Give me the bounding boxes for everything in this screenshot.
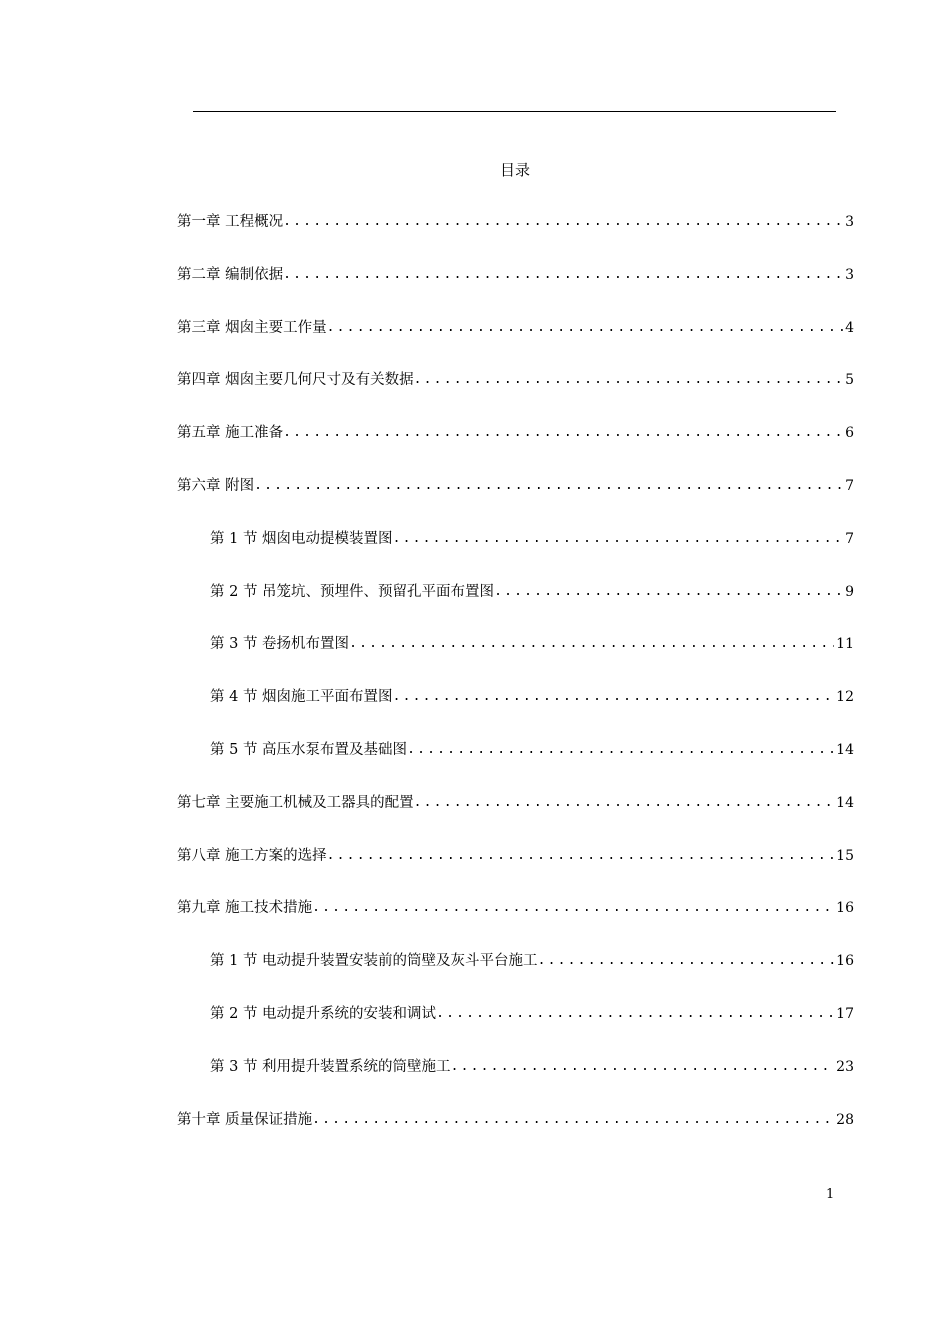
toc-entry-chapter-9-section-2[interactable] — [177, 1004, 854, 1057]
toc-entry-chapter-6-section-1[interactable] — [177, 529, 854, 582]
toc-leader-dots — [414, 793, 835, 813]
toc-entry-page: 12 — [836, 689, 854, 706]
toc-entry-chapter-8[interactable] — [177, 846, 854, 899]
toc-entry-page: 5 — [845, 372, 854, 389]
toc-entry-label: 第 1 节 烟囱电动提模装置图 — [210, 530, 393, 547]
toc-entry-label: 第 3 节 卷扬机布置图 — [210, 636, 350, 653]
toc-leader-dots — [393, 687, 835, 707]
toc-entry-chapter-1[interactable] — [177, 212, 854, 265]
toc-entry-label: 第 4 节 烟囱施工平面布置图 — [210, 689, 393, 706]
toc-entry-chapter-6-section-2[interactable] — [177, 582, 854, 635]
toc-entry-label: 第四章 烟囱主要几何尺寸及有关数据 — [177, 372, 414, 389]
toc-entry-chapter-5[interactable] — [177, 423, 854, 476]
toc-entry-label: 第七章 主要施工机械及工器具的配置 — [177, 794, 414, 811]
toc-entry-label: 第六章 附图 — [177, 477, 255, 494]
toc-leader-dots — [538, 951, 835, 971]
toc-leader-dots — [327, 846, 835, 866]
toc-entry-chapter-2[interactable] — [177, 265, 854, 318]
toc-entry-chapter-9[interactable] — [177, 898, 854, 951]
toc-leader-dots — [407, 740, 834, 760]
toc-entry-chapter-9-section-1[interactable] — [177, 951, 854, 1004]
table-of-contents — [177, 212, 854, 1162]
toc-entry-page: 15 — [836, 847, 854, 864]
toc-title: 目录 — [499, 161, 530, 179]
header-rule — [193, 111, 836, 112]
toc-entry-chapter-6-section-4[interactable] — [177, 687, 854, 740]
toc-leader-dots — [327, 318, 843, 338]
toc-leader-dots — [349, 634, 834, 654]
toc-leader-dots — [451, 1057, 835, 1077]
toc-entry-chapter-10[interactable] — [177, 1110, 854, 1163]
toc-entry-chapter-4[interactable] — [177, 370, 854, 423]
toc-entry-label: 第十章 质量保证措施 — [177, 1111, 313, 1128]
toc-entry-page: 6 — [845, 425, 854, 442]
toc-leader-dots — [283, 265, 843, 285]
toc-entry-label: 第 3 节 利用提升装置系统的筒壁施工 — [210, 1058, 451, 1075]
toc-entry-page: 3 — [845, 214, 854, 230]
toc-entry-chapter-3[interactable] — [177, 318, 854, 371]
toc-entry-label: 第 1 节 电动提升装置安装前的筒壁及灰斗平台施工 — [210, 953, 538, 970]
toc-leader-dots — [393, 529, 844, 549]
toc-leader-dots — [283, 423, 843, 443]
toc-entry-page: 11 — [836, 636, 854, 653]
toc-entry-page: 14 — [836, 794, 854, 811]
toc-entry-chapter-9-section-3[interactable] — [177, 1057, 854, 1110]
toc-entry-label: 第九章 施工技术措施 — [177, 900, 313, 917]
toc-entry-page: 16 — [836, 953, 854, 970]
toc-entry-label: 第八章 施工方案的选择 — [177, 847, 327, 864]
toc-entry-page: 7 — [845, 477, 854, 494]
toc-entry-label: 第五章 施工准备 — [177, 425, 284, 442]
toc-entry-label: 第三章 烟囱主要工作量 — [177, 319, 327, 336]
toc-entry-label: 第 2 节 电动提升系统的安装和调试 — [210, 1005, 437, 1022]
toc-entry-page: 17 — [836, 1005, 854, 1022]
toc-leader-dots — [254, 476, 843, 496]
toc-leader-dots — [283, 212, 843, 232]
toc-entry-page: 4 — [845, 319, 854, 336]
toc-entry-chapter-6[interactable] — [177, 476, 854, 529]
toc-entry-page: 14 — [836, 741, 854, 758]
page-number: 1 — [826, 1187, 835, 1202]
toc-leader-dots — [436, 1004, 834, 1024]
toc-entry-page: 3 — [845, 266, 854, 283]
toc-entry-chapter-7[interactable] — [177, 793, 854, 846]
toc-entry-label: 第 2 节 吊笼坑、预埋件、预留孔平面布置图 — [210, 583, 495, 600]
toc-entry-chapter-6-section-3[interactable] — [177, 634, 854, 687]
toc-entry-label: 第二章 编制依据 — [177, 266, 284, 283]
toc-entry-page: 23 — [836, 1058, 854, 1075]
toc-leader-dots — [312, 898, 834, 918]
toc-entry-label: 第一章 工程概况 — [177, 214, 284, 230]
toc-entry-page: 9 — [845, 583, 854, 600]
toc-leader-dots — [312, 1110, 834, 1130]
toc-leader-dots — [414, 370, 843, 390]
toc-entry-label: 第 5 节 高压水泵布置及基础图 — [210, 741, 408, 758]
toc-entry-page: 28 — [836, 1111, 854, 1128]
toc-entry-page: 16 — [836, 900, 854, 917]
toc-entry-chapter-6-section-5[interactable] — [177, 740, 854, 793]
toc-leader-dots — [494, 582, 843, 602]
toc-entry-page: 7 — [845, 530, 854, 547]
